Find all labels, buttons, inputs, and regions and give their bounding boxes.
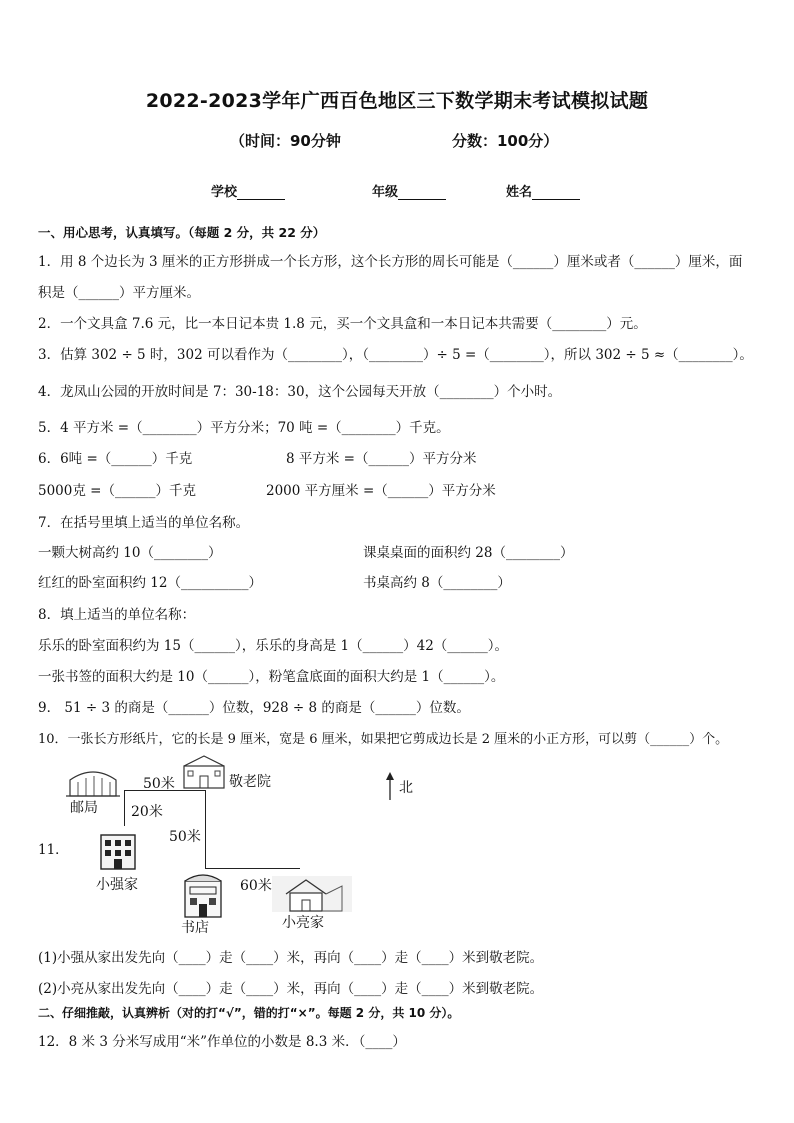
bookstore-label: 书店: [181, 920, 209, 936]
post-office-label: 邮局: [70, 800, 98, 816]
grade-field: [372, 181, 446, 200]
distance-label-1: 50米: [143, 776, 175, 792]
xiaoliang-home-label: 小亮家: [282, 915, 324, 931]
north-arrow-icon: [385, 772, 395, 800]
name-blank[interactable]: [532, 185, 580, 200]
post-office-icon: [66, 766, 120, 798]
question-1-line-1: 1．用 8 个边长为 3 厘米的正方形拼成一个长方形，这个长方形的周长可能是（______）厘米或者（______）厘米，面: [38, 254, 743, 270]
name-field: [506, 181, 580, 200]
question-12: 12．8 米 3 分米写成用“米”作单位的小数是 8.3 米．（____）: [38, 1034, 406, 1050]
question-11a: (1)小强从家出发先向（____）走（____）米，再向（____）走（____）米到敬老院。: [38, 950, 544, 966]
road-middle: [205, 790, 206, 868]
nursing-home-label: 敬老院: [229, 774, 271, 790]
section-1-heading: 一、用心思考，认真填写。（每题 2 分，共 22 分）: [38, 225, 326, 240]
question-7d: 书桌高约 8（________）: [363, 575, 511, 591]
distance-label-3: 50米: [169, 829, 201, 845]
question-7b: 课桌桌面的面积约 28（________）: [363, 545, 574, 561]
question-7c: 红红的卧室面积约 12（__________）: [38, 575, 262, 591]
question-9: 9． 51 ÷ 3 的商是（______）位数，928 ÷ 8 的商是（______）位数。: [38, 700, 470, 716]
exam-time: （时间：90分钟: [230, 132, 341, 150]
nursing-home-icon: [182, 754, 226, 790]
question-5: 5．4 平方米 =（________）平方分米；70 吨 =（________）千克。: [38, 420, 450, 436]
question-4: 4．龙凤山公园的开放时间是 7：30-18：30，这个公园每天开放（________）个小时。: [38, 384, 562, 400]
road-bottom: [205, 868, 300, 869]
school-field: [211, 181, 285, 200]
bookstore-icon: [181, 871, 225, 919]
distance-label-2: 20米: [131, 804, 163, 820]
question-6a: 6．6吨 =（______）千克: [38, 451, 193, 467]
question-8b: 一张书签的面积大约是 10（______），粉笔盒底面的面积大约是 1（______）。: [38, 669, 505, 685]
name-label: 姓名: [506, 185, 533, 200]
question-10: 10．一张长方形纸片，它的长是 9 厘米，宽是 6 厘米，如果把它剪成边长是 2 厘米的小正方形，可以剪（______）个。: [38, 732, 729, 747]
question-6b: 8 平方米 =（______）平方分米: [286, 451, 477, 467]
section-2-heading: 二、仔细推敲，认真辨析（对的打“√”，错的打“×”。每题 2 分，共 10 分）。: [38, 1006, 460, 1020]
school-label: 学校: [211, 185, 238, 200]
grade-blank[interactable]: [398, 185, 446, 200]
xiaoqiang-home-label: 小强家: [96, 877, 138, 893]
question-6c: 5000克 =（______）千克: [38, 483, 196, 499]
road-left: [124, 790, 125, 826]
north-label: 北: [399, 780, 413, 796]
distance-label-4: 60米: [240, 878, 272, 894]
exam-score: 分数：100分）: [452, 132, 559, 150]
school-blank[interactable]: [237, 185, 285, 200]
question-7a: 一颗大树高约 10（________）: [38, 545, 222, 561]
question-8: 8．填上适当的单位名称：: [38, 607, 196, 623]
question-8a: 乐乐的卧室面积约为 15（______），乐乐的身高是 1（______）42（______）。: [38, 638, 509, 654]
question-3: 3．估算 302 ÷ 5 时，302 可以看作为（________），（________）÷ 5 =（________），所以 302 ÷ 5 ≈（________）。: [38, 347, 753, 363]
question-7: 7．在括号里填上适当的单位名称。: [38, 515, 250, 531]
question-6d: 2000 平方厘米 =（______）平方分米: [266, 483, 496, 499]
question-2: 2．一个文具盒 7.6 元，比一本日记本贵 1.8 元，买一个文具盒和一本日记本共需要（________）元。: [38, 316, 647, 332]
question-11-number: 11．: [38, 842, 69, 858]
xiaoliang-home-icon: [272, 876, 352, 912]
xiaoqiang-home-icon: [99, 831, 137, 871]
question-11b: (2)小亮从家出发先向（____）走（____）米，再向（____）走（____）米到敬老院。: [38, 981, 544, 997]
grade-label: 年级: [372, 185, 399, 200]
question-1-line-2: 积是（______）平方厘米。: [38, 285, 200, 301]
page-title: 2022-2023学年广西百色地区三下数学期末考试模拟试题: [145, 90, 649, 112]
